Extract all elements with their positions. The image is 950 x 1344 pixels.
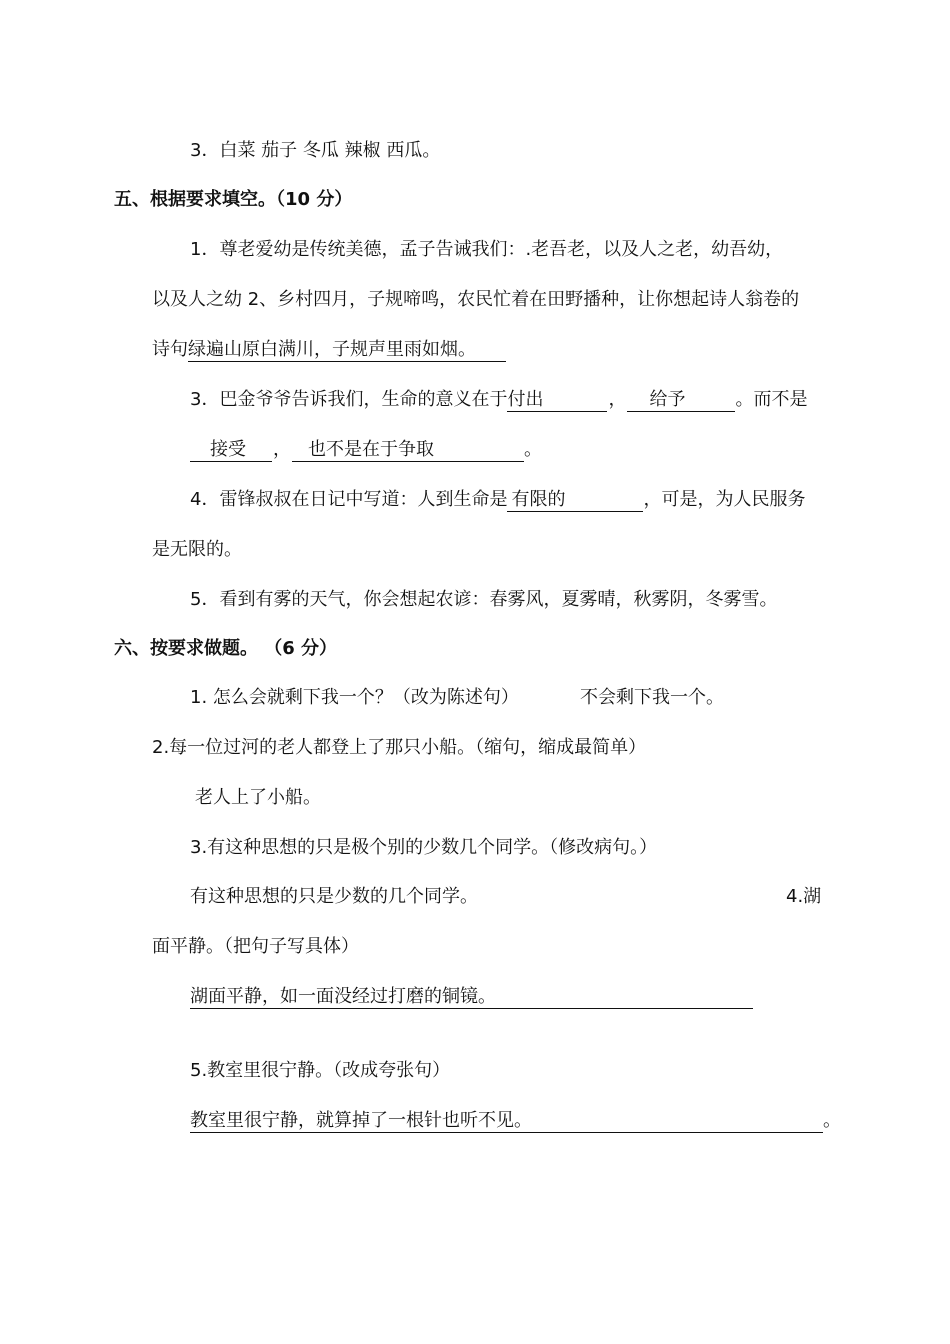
s2-answer: 老人上了小船。 bbox=[195, 787, 321, 808]
q3-line-2 bbox=[190, 437, 542, 463]
q3-prefix: 3．巴金爷爷告诉我们，生命的意义在于 bbox=[190, 389, 508, 410]
s2-question: 2.每一位过河的老人都登上了那只小船。（缩句，缩成最简单） bbox=[152, 737, 647, 758]
section-5-heading: 五、根据要求填空。（10 分） bbox=[114, 189, 353, 210]
q4-suffix: ，可是，为人民服务 bbox=[643, 489, 806, 510]
s5-answer-line bbox=[190, 1108, 841, 1134]
s5-end: 。 bbox=[823, 1110, 841, 1131]
s1-answer: 不会剩下我一个。 bbox=[580, 687, 724, 708]
q3-comma-2: ， bbox=[273, 439, 291, 460]
q3-end: 。 bbox=[524, 439, 542, 460]
q3-answer-2: 给予 bbox=[627, 389, 735, 412]
s4-question: 面平静。（把句子写具体） bbox=[152, 936, 359, 957]
q3-comma: ， bbox=[608, 389, 627, 410]
q4-line-2: 是无限的。 bbox=[152, 539, 242, 560]
q4-line-1 bbox=[190, 487, 805, 513]
s4-answer-line bbox=[190, 984, 753, 1010]
q3-suffix: 。而不是 bbox=[735, 389, 808, 410]
s5-answer: 教室里很宁静，就算掉了一根针也听不见。 bbox=[190, 1110, 823, 1133]
q1-line-3 bbox=[152, 337, 506, 363]
q4-prefix: 4．雷锋叔叔在日记中写道：人到生命是 bbox=[190, 489, 508, 510]
q5-proverb: 5．看到有雾的天气，你会想起农谚：春雾风，夏雾晴，秋雾阴，冬雾雪。 bbox=[190, 589, 778, 610]
q1-line-2: 以及人之幼 2、乡村四月，子规啼鸣，农民忙着在田野播种，让你想起诗人翁卷的 bbox=[152, 289, 800, 310]
q3-line-1 bbox=[190, 387, 807, 413]
q3-answer-3: 接受 bbox=[190, 439, 272, 462]
poem-prefix: 诗句 bbox=[152, 339, 188, 360]
s4-label: 4.湖 bbox=[786, 886, 822, 907]
s4-answer: 湖面平静，如一面没经过打磨的铜镜。 bbox=[190, 986, 753, 1009]
q1-line-1: 1．尊老爱幼是传统美德，孟子告诫我们：.老吾老，以及人之老，幼吾幼， bbox=[190, 239, 784, 260]
item-3-vegetables: 3．白菜 茄子 冬瓜 辣椒 西瓜。 bbox=[190, 140, 441, 161]
section-6-heading: 六、按要求做题。 （6 分） bbox=[114, 638, 338, 659]
s1-question: 1. 怎么会就剩下我一个？（改为陈述句） bbox=[190, 687, 519, 708]
poem-answer: 绿遍山原白满川，子规声里雨如烟。 bbox=[188, 339, 506, 362]
q3-answer-4: 也不是在于争取 bbox=[292, 439, 524, 462]
s3-answer: 有这种思想的只是少数的几个同学。 bbox=[190, 886, 478, 907]
q3-answer-1: 付出 bbox=[507, 389, 607, 412]
s5-question: 5.教室里很宁静。（改成夸张句） bbox=[190, 1060, 451, 1081]
s3-question: 3.有这种思想的只是极个别的少数几个同学。（修改病句。） bbox=[190, 837, 658, 858]
q4-answer: 有限的 bbox=[507, 489, 643, 512]
